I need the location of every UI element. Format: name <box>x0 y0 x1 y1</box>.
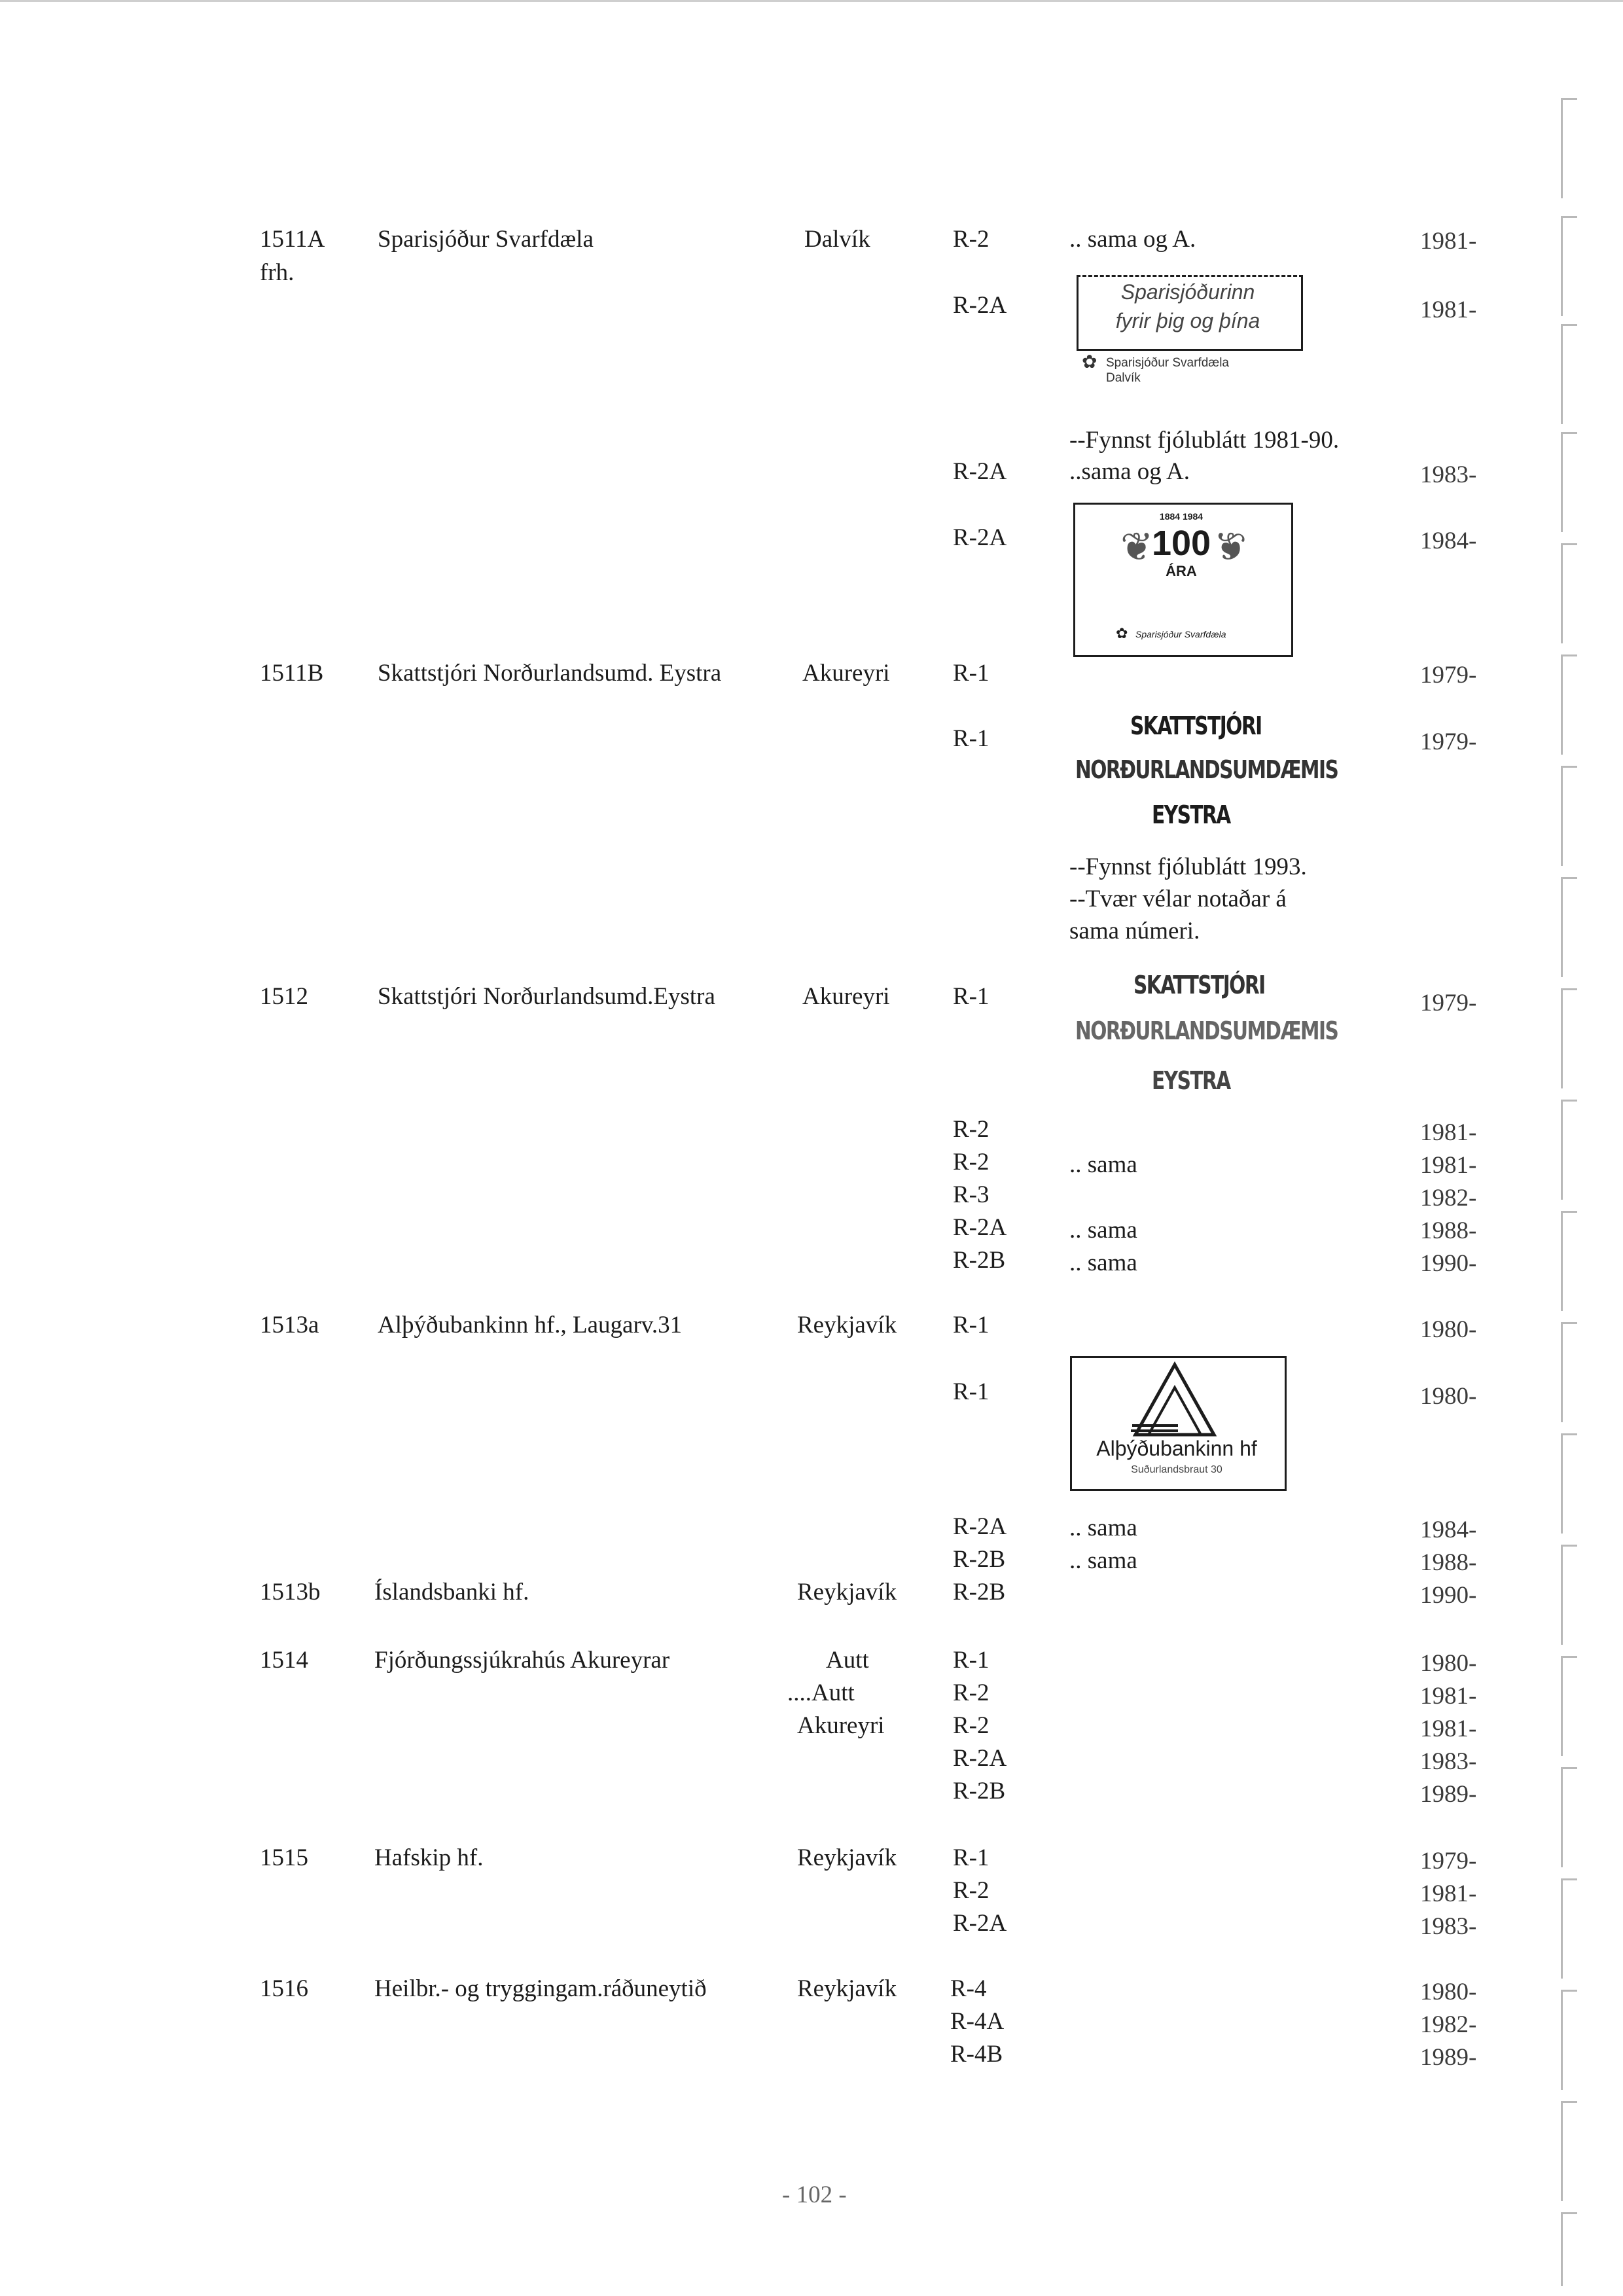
note: .. sama <box>1069 1547 1137 1574</box>
code: R-2 <box>953 1712 990 1739</box>
year: 1989- <box>1420 1781 1477 1808</box>
binder-mark <box>1561 432 1577 532</box>
year: 1981- <box>1420 1152 1477 1179</box>
entry-name: Skattstjóri Norðurlandsumd. Eystra <box>378 660 722 687</box>
year: 1984- <box>1420 528 1477 554</box>
note: --Fynnst fjólublátt 1981-90. <box>1069 427 1340 454</box>
note: ..sama og A. <box>1069 458 1190 485</box>
note: --Fynnst fjólublátt 1993. <box>1069 853 1307 880</box>
year: 1980- <box>1420 1316 1477 1343</box>
code: R-2 <box>953 1116 990 1143</box>
year: 1988- <box>1420 1217 1477 1244</box>
page-number: - 102 - <box>782 2181 847 2208</box>
stamp-address: Suðurlandsbraut 30 <box>1131 1464 1222 1475</box>
laurel-left-icon: ❦ <box>1120 526 1154 569</box>
binder-mark <box>1561 98 1577 198</box>
code: R-4 <box>950 1975 987 2002</box>
code: R-1 <box>953 1378 990 1405</box>
entry-place: Akureyri <box>802 983 890 1010</box>
stamp-years: 1884 1984 <box>1159 511 1204 522</box>
binder-mark <box>1561 766 1577 866</box>
entry-place: Reykjavík <box>797 1312 897 1338</box>
stamp-footer: Sparisjóður Svarfdæla <box>1135 629 1226 639</box>
year: 1981- <box>1420 1119 1477 1146</box>
binder-mark <box>1561 2101 1577 2201</box>
note: sama númeri. <box>1069 918 1200 944</box>
entry-number: 1511B <box>260 660 324 687</box>
year: 1980- <box>1420 1383 1477 1410</box>
year: 1990- <box>1420 1250 1477 1277</box>
sparisjodur-logo-icon: ✿ <box>1082 352 1097 372</box>
entry-name: Íslandsbanki hf. <box>374 1579 529 1605</box>
binder-mark <box>1561 1433 1577 1534</box>
year: 1979- <box>1420 662 1477 689</box>
stamp-line-1: SKATTSTJÓRI <box>1130 711 1262 740</box>
stamp-footer-2: Dalvík <box>1106 371 1141 385</box>
entry-number: 1516 <box>260 1975 308 2002</box>
entry-name: Skattstjóri Norðurlandsumd.Eystra <box>378 983 715 1010</box>
entry-number: 1515 <box>260 1844 308 1871</box>
entry-number: 1514 <box>260 1647 308 1674</box>
year: 1979- <box>1420 1848 1477 1874</box>
code: R-2B <box>953 1546 1006 1573</box>
entry-place: Dalvík <box>804 226 870 253</box>
binder-mark <box>1561 1322 1577 1422</box>
binder-mark <box>1561 1767 1577 1867</box>
althydubankinn-logo-icon <box>1126 1361 1224 1437</box>
binder-mark <box>1561 1656 1577 1756</box>
entry-name: Fjórðungssjúkrahús Akureyrar <box>374 1647 670 1674</box>
entry-number: 1511A <box>260 226 325 253</box>
year: 1980- <box>1420 1979 1477 2005</box>
code: R-2 <box>953 226 990 253</box>
note: .. sama <box>1069 1249 1137 1276</box>
code: R-2A <box>953 524 1007 551</box>
code: R-2A <box>953 1513 1007 1540</box>
code: R-1 <box>953 660 990 687</box>
year: 1980- <box>1420 1650 1477 1677</box>
stamp-footer-1: Sparisjóður Svarfdæla <box>1106 356 1229 370</box>
entry-place: Reykjavík <box>797 1844 897 1871</box>
code: R-1 <box>953 1647 990 1674</box>
scan-top-edge <box>0 0 1623 2</box>
code: R-2 <box>953 1149 990 1175</box>
entry-name: Hafskip hf. <box>374 1844 484 1871</box>
stamp-slogan-1: Sparisjóðurinn <box>1120 280 1255 304</box>
binder-mark <box>1561 877 1577 977</box>
note: .. sama <box>1069 1515 1137 1541</box>
entry-place: ....Autt <box>787 1679 855 1706</box>
entry-number: 1513a <box>260 1312 319 1338</box>
year: 1984- <box>1420 1516 1477 1543</box>
code: R-2A <box>953 1910 1007 1937</box>
code: R-1 <box>953 725 990 752</box>
binder-mark <box>1561 324 1577 424</box>
stamp-ara: ÁRA <box>1166 563 1197 579</box>
code: R-2B <box>953 1247 1006 1274</box>
stamp-line-1: SKATTSTJÓRI <box>1133 971 1265 999</box>
binder-mark <box>1561 1878 1577 1979</box>
year: 1990- <box>1420 1582 1477 1609</box>
stamp-line-2: NORÐURLANDSUMDÆMIS <box>1075 1016 1338 1045</box>
year: 1981- <box>1420 228 1477 255</box>
stamp-line-3: EYSTRA <box>1152 1066 1230 1095</box>
binder-mark <box>1561 2212 1577 2286</box>
year: 1989- <box>1420 2044 1477 2071</box>
stamp-big-number: 100 <box>1151 524 1211 563</box>
binder-mark <box>1561 1990 1577 2090</box>
year: 1988- <box>1420 1549 1477 1576</box>
entry-name: Sparisjóður Svarfdæla <box>378 226 594 253</box>
code: R-4A <box>950 2008 1005 2035</box>
code: R-1 <box>953 1844 990 1871</box>
note: .. sama <box>1069 1151 1137 1178</box>
binder-mark <box>1561 1545 1577 1645</box>
note: .. sama <box>1069 1217 1137 1244</box>
binder-mark <box>1561 1211 1577 1311</box>
code: R-2B <box>953 1778 1006 1804</box>
year: 1981- <box>1420 1683 1477 1710</box>
entry-place: Akureyri <box>802 660 890 687</box>
entry-name: Alþýðubankinn hf., Laugarv.31 <box>378 1312 683 1338</box>
entry-name: Heilbr.- og tryggingam.ráðuneytið <box>374 1975 707 2002</box>
code: R-3 <box>953 1181 990 1208</box>
stamp-slogan-2: fyrir þig og þína <box>1115 309 1260 332</box>
code: R-2 <box>953 1877 990 1904</box>
binder-mark <box>1561 988 1577 1088</box>
entry-place: Autt <box>826 1647 869 1674</box>
stamp-line-2: NORÐURLANDSUMDÆMIS <box>1075 755 1338 784</box>
code: R-4B <box>950 2041 1003 2068</box>
entry-place: Reykjavík <box>797 1579 897 1605</box>
entry-number: 1513b <box>260 1579 321 1605</box>
code: R-2A <box>953 458 1007 485</box>
code: R-2B <box>953 1579 1006 1605</box>
year: 1982- <box>1420 2011 1477 2038</box>
year: 1982- <box>1420 1185 1477 1211</box>
sparisjodur-logo-icon: ✿ <box>1116 625 1128 641</box>
code: R-2A <box>953 1745 1007 1772</box>
stamp-bank-name: Alþýðubankinn hf <box>1096 1437 1257 1460</box>
binder-mark <box>1561 216 1577 316</box>
binder-mark <box>1561 543 1577 643</box>
code: R-1 <box>953 983 990 1010</box>
year: 1983- <box>1420 1913 1477 1940</box>
year: 1981- <box>1420 296 1477 323</box>
year: 1983- <box>1420 1748 1477 1775</box>
code: R-2A <box>953 292 1007 319</box>
binder-mark <box>1561 655 1577 755</box>
note: .. sama og A. <box>1069 226 1196 253</box>
year: 1983- <box>1420 461 1477 488</box>
year: 1979- <box>1420 728 1477 755</box>
year: 1981- <box>1420 1715 1477 1742</box>
code: R-1 <box>953 1312 990 1338</box>
code: R-2A <box>953 1214 1007 1241</box>
stamp-line-3: EYSTRA <box>1152 800 1230 829</box>
entry-number: 1512 <box>260 983 308 1010</box>
note: --Tvær vélar notaðar á <box>1069 886 1287 912</box>
entry-place: Reykjavík <box>797 1975 897 2002</box>
entry-number-note: frh. <box>260 259 294 286</box>
binder-mark <box>1561 1100 1577 1200</box>
entry-place: Akureyri <box>797 1712 885 1739</box>
year: 1981- <box>1420 1880 1477 1907</box>
laurel-right-icon: ❦ <box>1214 526 1247 569</box>
year: 1979- <box>1420 990 1477 1016</box>
code: R-2 <box>953 1679 990 1706</box>
